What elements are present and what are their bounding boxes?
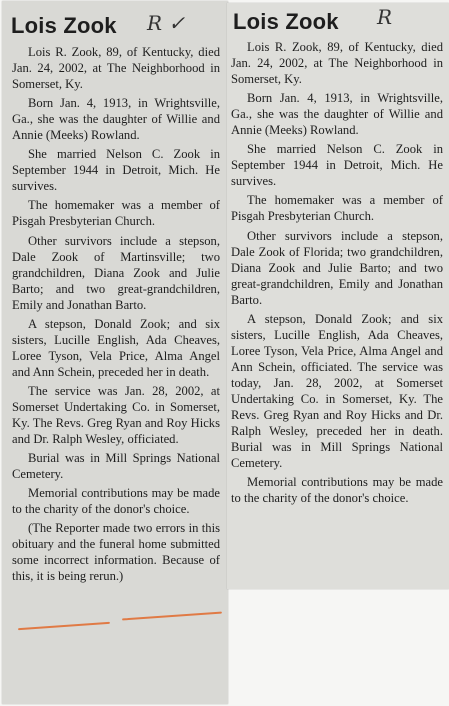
paragraph: Memorial contributions may be made to the charity of the donor's choice. — [231, 475, 443, 506]
ink-underline — [18, 622, 110, 630]
obituary-body — [231, 39, 443, 506]
ink-underline — [122, 612, 222, 621]
paragraph: She married Nelson C. Zook in September 1944 in Detroit, Mich. He survives. — [12, 147, 220, 194]
paragraph: Born Jan. 4, 1913, in Wrightsville, Ga., she was the daughter of Willie and Annie (Meeks) Rowland. — [12, 96, 220, 143]
paragraph: A stepson, Donald Zook; and six sisters, Lucille English, Ada Cheaves, Loree Tyson, Vela Price, Alma Angel and Ann Schein, officiated. The service was today, Jan. 28, 2002, at Somerset Undertaking Co. in Somerset, Ky. The Revs. Greg Ryan and Roy Hicks and Dr. Ralph Wesley, preceded her in death. Burial was in Mill Springs National Cemetery. — [231, 311, 443, 471]
handwritten-mark: R ✓ — [147, 11, 186, 35]
correction-note: (The Reporter made two errors in this obituary and the funeral home submitted some incorrect information. Because of this, it is being rerun.) — [12, 521, 220, 584]
paragraph: Lois R. Zook, 89, of Kentucky, died Jan. 24, 2002, at The Neighborhood in Somerset, Ky. — [12, 45, 220, 92]
handwritten-mark: R — [377, 5, 393, 29]
paragraph: Burial was in Mill Springs National Cemetery. — [12, 451, 220, 482]
obituary-title: Lois Zook — [11, 13, 117, 38]
paragraph: Other survivors include a stepson, Dale Zook of Martinsville; two grandchildren, Diana Zook and Julie Barto; and two great-grandchildren, Emily and Jonathan Barto. — [12, 233, 220, 312]
paragraph: Memorial contributions may be made to the charity of the donor's choice. — [12, 486, 220, 517]
obituary-title: Lois Zook — [233, 9, 339, 34]
paragraph: Other survivors include a stepson, Dale Zook of Florida; two grandchildren, Diana Zook and Julie Barto; and two great-grandchildren, Emily and Jonathan Barto. — [231, 228, 443, 307]
paragraph: The homemaker was a member of Pisgah Presbyterian Church. — [12, 198, 220, 229]
obituary-body — [12, 44, 220, 585]
obituary-clipping-original — [227, 3, 449, 589]
paragraph: Lois R. Zook, 89, of Kentucky, died Jan. 24, 2002, at The Neighborhood in Somerset, Ky. — [231, 40, 443, 87]
paragraph: A stepson, Donald Zook; and six sisters, Lucille English, Ada Cheaves, Loree Tyson, Vela Price, Alma Angel and Ann Schein, preceded her in death. — [12, 316, 220, 379]
paragraph: The service was Jan. 28, 2002, at Somerset Undertaking Co. in Somerset, Ky. The Revs. Greg Ryan and Roy Hicks and Dr. Ralph Wesley, officiated. — [12, 383, 220, 447]
paragraph: She married Nelson C. Zook in September 1944 in Detroit, Mich. He survives. — [231, 142, 443, 189]
paragraph: Born Jan. 4, 1913, in Wrightsville, Ga., she was the daughter of Willie and Annie (Meeks) Rowland. — [231, 91, 443, 138]
paragraph: The homemaker was a member of Pisgah Presbyterian Church. — [231, 193, 443, 224]
obituary-clipping-rerun — [2, 1, 228, 704]
